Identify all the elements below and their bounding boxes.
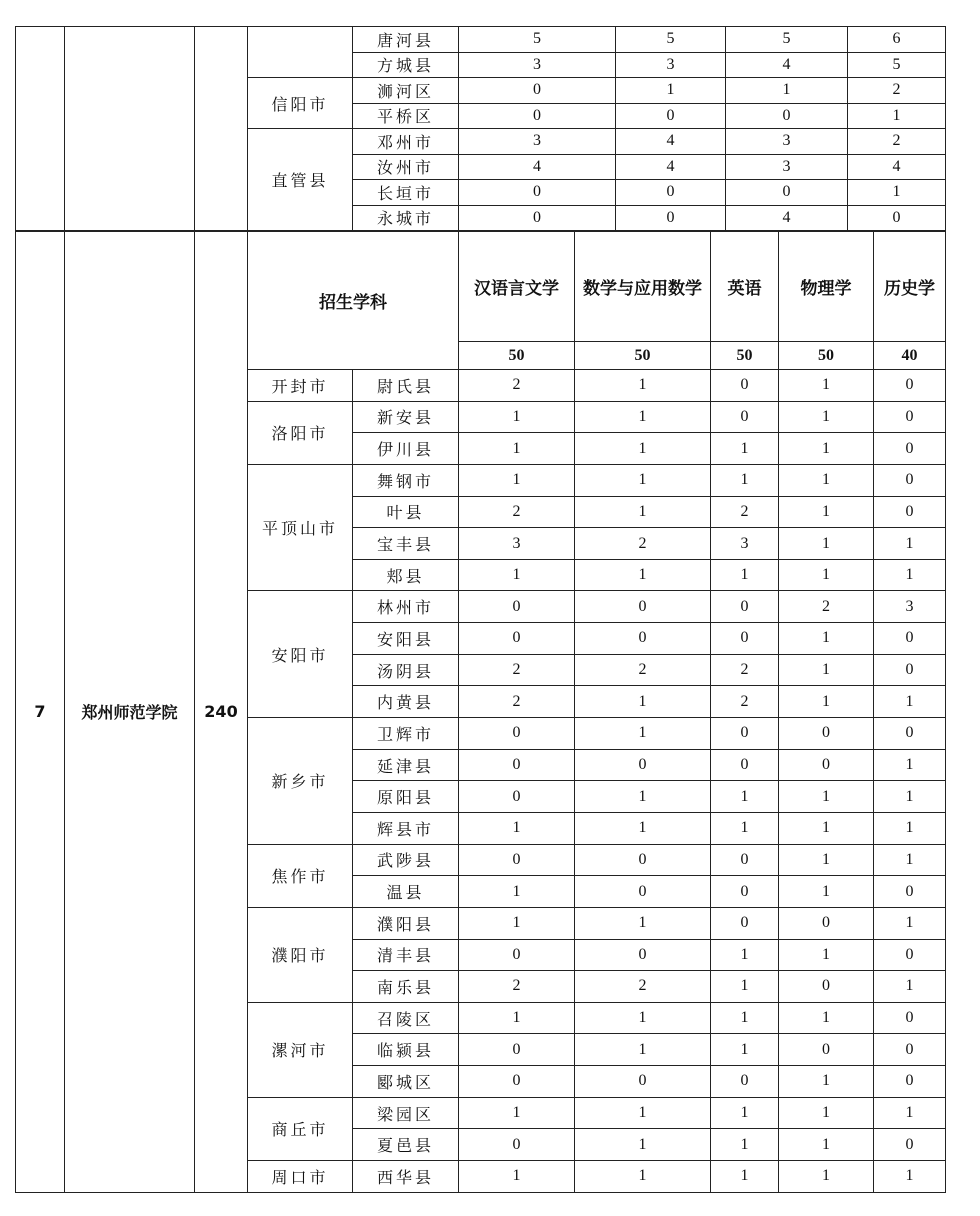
- quota-cell: 0: [874, 623, 946, 655]
- quota-cell: 1: [779, 528, 874, 560]
- county-cell: 伊川县: [353, 433, 459, 465]
- subject-quota: 50: [711, 342, 779, 370]
- school-total-quota: 240: [195, 232, 248, 1193]
- quota-cell: 0: [459, 591, 575, 623]
- quota-cell: 0: [874, 1034, 946, 1066]
- quota-cell: 0: [616, 103, 726, 129]
- quota-cell: 0: [459, 844, 575, 876]
- quota-cell: 1: [459, 464, 575, 496]
- quota-cell: 0: [459, 749, 575, 781]
- quota-cell: 1: [459, 1161, 575, 1193]
- quota-cell: 0: [575, 844, 711, 876]
- quota-cell: 5: [616, 27, 726, 53]
- quota-cell: 2: [575, 971, 711, 1003]
- quota-cell: 0: [459, 1034, 575, 1066]
- county-cell: 内黄县: [353, 686, 459, 718]
- quota-cell: 0: [711, 718, 779, 750]
- quota-cell: 0: [459, 1129, 575, 1161]
- quota-cell: 1: [711, 812, 779, 844]
- county-cell: 温县: [353, 876, 459, 908]
- county-cell: 西华县: [353, 1161, 459, 1193]
- quota-cell: 0: [711, 591, 779, 623]
- county-cell: 舞钢市: [353, 464, 459, 496]
- quota-cell: 1: [848, 103, 946, 129]
- quota-cell: 0: [575, 1066, 711, 1098]
- quota-cell: 1: [459, 812, 575, 844]
- county-cell: 原阳县: [353, 781, 459, 813]
- quota-cell: 1: [575, 1097, 711, 1129]
- quota-cell: 3: [459, 528, 575, 560]
- quota-cell: 3: [726, 129, 848, 155]
- quota-cell: 1: [711, 1034, 779, 1066]
- quota-cell: 0: [616, 180, 726, 206]
- quota-cell: 1: [575, 559, 711, 591]
- table-row: [16, 27, 946, 53]
- quota-cell: 0: [779, 718, 874, 750]
- city-cell: 商丘市: [248, 1097, 353, 1160]
- quota-cell: 1: [779, 781, 874, 813]
- quota-cell: 1: [874, 1161, 946, 1193]
- city-cell: 安阳市: [248, 591, 353, 718]
- county-cell: 唐河县: [353, 27, 459, 53]
- quota-cell: 2: [779, 591, 874, 623]
- subject-header: 英语: [711, 232, 779, 342]
- quota-cell: 1: [575, 433, 711, 465]
- quota-cell: 1: [711, 1129, 779, 1161]
- quota-cell: 0: [874, 1129, 946, 1161]
- quota-cell: 1: [575, 401, 711, 433]
- city-cell: 焦作市: [248, 844, 353, 907]
- quota-cell: 0: [779, 1034, 874, 1066]
- quota-cell: 1: [779, 654, 874, 686]
- city-cell: [248, 27, 353, 78]
- quota-cell: 1: [779, 876, 874, 908]
- blank-index: [16, 27, 65, 231]
- school-index: 7: [16, 232, 65, 1193]
- quota-cell: 0: [726, 103, 848, 129]
- county-cell: 永城市: [353, 205, 459, 231]
- subject-header: 数学与应用数学: [575, 232, 711, 342]
- quota-cell: 0: [459, 1066, 575, 1098]
- quota-cell: 3: [616, 52, 726, 78]
- quota-cell: 2: [459, 654, 575, 686]
- quota-cell: 4: [459, 154, 616, 180]
- city-cell: 开封市: [248, 370, 353, 402]
- quota-cell: 1: [874, 971, 946, 1003]
- quota-cell: 2: [848, 78, 946, 104]
- quota-cell: 0: [779, 907, 874, 939]
- school-name: 郑州师范学院: [65, 232, 195, 1193]
- city-cell: 新乡市: [248, 718, 353, 845]
- subject-quota: 50: [459, 342, 575, 370]
- quota-cell: 1: [575, 1129, 711, 1161]
- quota-cell: 1: [874, 781, 946, 813]
- quota-cell: 1: [459, 433, 575, 465]
- city-cell: 濮阳市: [248, 907, 353, 1002]
- quota-cell: 1: [575, 1034, 711, 1066]
- quota-cell: 0: [459, 939, 575, 971]
- county-cell: 清丰县: [353, 939, 459, 971]
- subject-header: 物理学: [779, 232, 874, 342]
- quota-cell: 0: [874, 654, 946, 686]
- subjects-label: 招生学科: [248, 232, 459, 370]
- school-quota-table: [15, 231, 946, 1193]
- county-cell: 梁园区: [353, 1097, 459, 1129]
- subject-quota: 50: [575, 342, 711, 370]
- quota-cell: 1: [874, 528, 946, 560]
- quota-cell: 1: [779, 844, 874, 876]
- quota-cell: 0: [711, 907, 779, 939]
- quota-cell: 2: [459, 370, 575, 402]
- quota-cell: 0: [874, 464, 946, 496]
- county-cell: 林州市: [353, 591, 459, 623]
- county-cell: 邓州市: [353, 129, 459, 155]
- quota-cell: 0: [874, 401, 946, 433]
- quota-cell: 1: [779, 1161, 874, 1193]
- quota-cell: 1: [779, 464, 874, 496]
- quota-cell: 0: [874, 496, 946, 528]
- quota-cell: 0: [575, 749, 711, 781]
- quota-cell: 5: [726, 27, 848, 53]
- city-cell: 漯河市: [248, 1002, 353, 1097]
- quota-cell: 0: [874, 1066, 946, 1098]
- quota-cell: 1: [575, 496, 711, 528]
- city-cell: 直管县: [248, 129, 353, 231]
- county-cell: 郾城区: [353, 1066, 459, 1098]
- quota-cell: 1: [459, 1002, 575, 1034]
- county-cell: 卫辉市: [353, 718, 459, 750]
- quota-cell: 5: [848, 52, 946, 78]
- blank-total: [195, 27, 248, 231]
- quota-cell: 0: [779, 749, 874, 781]
- quota-cell: 4: [848, 154, 946, 180]
- county-cell: 方城县: [353, 52, 459, 78]
- quota-cell: 0: [711, 1066, 779, 1098]
- quota-cell: 0: [459, 205, 616, 231]
- quota-cell: 0: [459, 78, 616, 104]
- county-cell: 汤阴县: [353, 654, 459, 686]
- quota-cell: 1: [575, 464, 711, 496]
- top-quota-table: [15, 26, 946, 231]
- quota-cell: 1: [874, 749, 946, 781]
- quota-cell: 1: [779, 1066, 874, 1098]
- quota-cell: 0: [616, 205, 726, 231]
- quota-cell: 0: [711, 876, 779, 908]
- quota-cell: 1: [779, 401, 874, 433]
- quota-cell: 1: [711, 1097, 779, 1129]
- county-cell: 新安县: [353, 401, 459, 433]
- quota-cell: 2: [459, 496, 575, 528]
- quota-cell: 4: [726, 52, 848, 78]
- quota-cell: 4: [616, 154, 726, 180]
- quota-cell: 5: [459, 27, 616, 53]
- quota-cell: 4: [616, 129, 726, 155]
- quota-cell: 0: [575, 591, 711, 623]
- quota-cell: 1: [575, 812, 711, 844]
- county-cell: 辉县市: [353, 812, 459, 844]
- subject-header: 汉语言文学: [459, 232, 575, 342]
- quota-cell: 2: [459, 686, 575, 718]
- quota-cell: 1: [874, 844, 946, 876]
- quota-cell: 1: [575, 686, 711, 718]
- quota-cell: 1: [779, 1097, 874, 1129]
- quota-cell: 0: [459, 623, 575, 655]
- county-cell: 临颍县: [353, 1034, 459, 1066]
- quota-cell: 2: [711, 654, 779, 686]
- county-cell: 长垣市: [353, 180, 459, 206]
- county-cell: 延津县: [353, 749, 459, 781]
- quota-cell: 1: [711, 559, 779, 591]
- county-cell: 尉氏县: [353, 370, 459, 402]
- quota-cell: 0: [848, 205, 946, 231]
- quota-cell: 1: [874, 686, 946, 718]
- quota-cell: 1: [459, 1097, 575, 1129]
- quota-cell: 0: [874, 939, 946, 971]
- quota-cell: 2: [459, 971, 575, 1003]
- quota-cell: 1: [711, 971, 779, 1003]
- subject-header: 历史学: [874, 232, 946, 342]
- quota-cell: 2: [575, 654, 711, 686]
- quota-cell: 1: [575, 907, 711, 939]
- quota-cell: 1: [874, 1097, 946, 1129]
- quota-cell: 0: [459, 180, 616, 206]
- quota-cell: 0: [459, 718, 575, 750]
- quota-cell: 1: [711, 1002, 779, 1034]
- quota-cell: 0: [711, 370, 779, 402]
- quota-cell: 0: [711, 623, 779, 655]
- quota-cell: 2: [575, 528, 711, 560]
- quota-cell: 0: [575, 939, 711, 971]
- quota-cell: 1: [779, 623, 874, 655]
- quota-cell: 1: [779, 812, 874, 844]
- quota-cell: 1: [711, 781, 779, 813]
- county-cell: 汝州市: [353, 154, 459, 180]
- quota-cell: 0: [874, 370, 946, 402]
- quota-cell: 1: [459, 907, 575, 939]
- quota-cell: 0: [874, 718, 946, 750]
- county-cell: 武陟县: [353, 844, 459, 876]
- county-cell: 安阳县: [353, 623, 459, 655]
- county-cell: 平桥区: [353, 103, 459, 129]
- quota-cell: 0: [779, 971, 874, 1003]
- quota-cell: 1: [575, 1161, 711, 1193]
- quota-cell: 1: [459, 559, 575, 591]
- quota-cell: 0: [575, 623, 711, 655]
- quota-cell: 1: [575, 370, 711, 402]
- quota-cell: 0: [459, 781, 575, 813]
- quota-cell: 6: [848, 27, 946, 53]
- county-cell: 叶县: [353, 496, 459, 528]
- quota-cell: 0: [726, 180, 848, 206]
- county-cell: 南乐县: [353, 971, 459, 1003]
- quota-cell: 0: [575, 876, 711, 908]
- quota-cell: 1: [459, 876, 575, 908]
- quota-cell: 1: [711, 939, 779, 971]
- quota-cell: 1: [779, 433, 874, 465]
- subject-quota: 50: [779, 342, 874, 370]
- quota-cell: 1: [711, 433, 779, 465]
- county-cell: 郏县: [353, 559, 459, 591]
- quota-cell: 1: [726, 78, 848, 104]
- quota-cell: 0: [711, 401, 779, 433]
- blank-school: [65, 27, 195, 231]
- city-cell: 周口市: [248, 1161, 353, 1193]
- quota-cell: 1: [848, 180, 946, 206]
- quota-cell: 1: [779, 370, 874, 402]
- quota-cell: 0: [711, 844, 779, 876]
- county-cell: 召陵区: [353, 1002, 459, 1034]
- quota-cell: 1: [575, 718, 711, 750]
- quota-cell: 1: [779, 939, 874, 971]
- quota-cell: 1: [779, 559, 874, 591]
- quota-cell: 0: [874, 876, 946, 908]
- county-cell: 宝丰县: [353, 528, 459, 560]
- subject-header-row: [16, 232, 946, 342]
- quota-cell: 0: [459, 103, 616, 129]
- quota-cell: 1: [779, 1129, 874, 1161]
- quota-cell: 2: [711, 686, 779, 718]
- county-cell: 濮阳县: [353, 907, 459, 939]
- quota-cell: 3: [459, 52, 616, 78]
- quota-cell: 2: [848, 129, 946, 155]
- quota-cell: 3: [726, 154, 848, 180]
- quota-cell: 3: [874, 591, 946, 623]
- city-cell: 洛阳市: [248, 401, 353, 464]
- city-cell: 平顶山市: [248, 464, 353, 591]
- quota-cell: 1: [575, 1002, 711, 1034]
- subject-quota: 40: [874, 342, 946, 370]
- quota-cell: 3: [711, 528, 779, 560]
- quota-cell: 1: [575, 781, 711, 813]
- quota-cell: 4: [726, 205, 848, 231]
- quota-cell: 1: [459, 401, 575, 433]
- quota-cell: 1: [779, 686, 874, 718]
- quota-cell: 0: [711, 749, 779, 781]
- quota-cell: 1: [874, 812, 946, 844]
- city-cell: 信阳市: [248, 78, 353, 129]
- quota-cell: 1: [779, 1002, 874, 1034]
- quota-cell: 1: [711, 464, 779, 496]
- quota-cell: 2: [711, 496, 779, 528]
- quota-cell: 1: [616, 78, 726, 104]
- quota-cell: 1: [779, 496, 874, 528]
- quota-cell: 1: [874, 907, 946, 939]
- quota-cell: 0: [874, 433, 946, 465]
- quota-cell: 1: [711, 1161, 779, 1193]
- county-cell: 浉河区: [353, 78, 459, 104]
- quota-cell: 1: [874, 559, 946, 591]
- quota-cell: 0: [874, 1002, 946, 1034]
- county-cell: 夏邑县: [353, 1129, 459, 1161]
- quota-cell: 3: [459, 129, 616, 155]
